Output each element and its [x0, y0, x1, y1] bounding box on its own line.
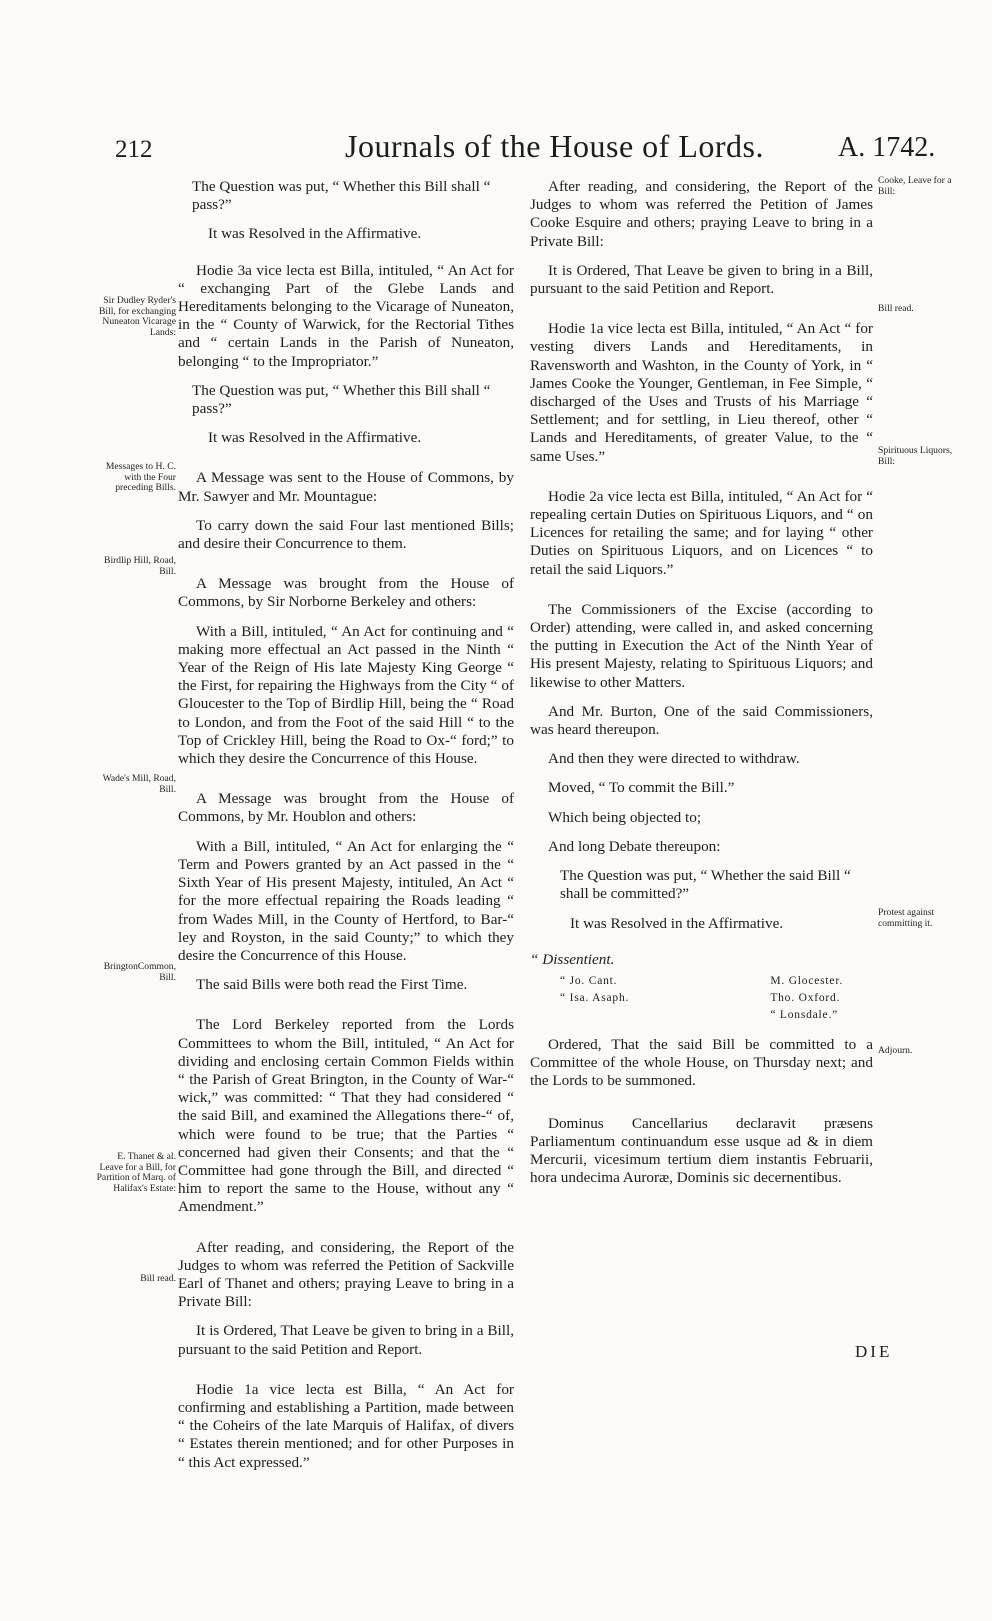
signatures-left: [560, 973, 629, 1024]
paragraph: Hodie 1a vice lecta est Billa, intituled, “ An Act “ for vesting divers Lands and Hereditaments, in Ravensworth and Washton, in the County of York, in “ James Cooke the Younger, Gentleman, in Fee Simple, “ discharged of the Uses and Trusts of his Marriage “ Settlement; and for settling, in Lieu thereof, other “ Lands and Hereditaments, of greater Value, to the “ same Uses.”: [530, 320, 873, 465]
paragraph: The Question was put, “ Whether the said Bill “ shall be committed?”: [560, 867, 851, 903]
paragraph: After reading, and considering, the Report of the Judges to whom was referred the Petition of Sackville Earl of Thanet and others; praying Leave to bring in a Private Bill:: [178, 1238, 514, 1311]
margin-note: Cooke, Leave for a Bill:: [878, 175, 952, 197]
signature: Tho. Oxford.: [770, 991, 841, 1004]
page-header: [0, 128, 992, 168]
paragraph: It was Resolved in the Affirmative.: [208, 429, 422, 447]
paragraph: Moved, “ To commit the Bill.”: [548, 779, 735, 797]
signature: “ Jo. Cant.: [560, 974, 618, 987]
margin-note: Spirituous Liquors, Bill:: [878, 445, 953, 467]
paragraph: Ordered, That the said Bill be committed to a Committee of the whole House, on Thursday next; and the Lords to be summoned.: [530, 1035, 873, 1090]
year-heading: A. 1742.: [838, 132, 936, 163]
paragraph: The Question was put, “ Whether this Bill shall “ pass?”: [192, 381, 491, 418]
margin-note: Protest against committing it.: [878, 907, 935, 929]
paragraph: With a Bill, intituled, “ An Act for continuing and “ making more effectual an Act passed in the Ninth “ Year of the Reign of His late Majesty King George “ the First, for repairing the Highways from the City “ of Gloucester to the Top of Birdlip Hill, being the “ Road to London, and from the Foot of the said Hill “ to the Top of Crickley Hill, being the Road to Ox-“ ford;” to which they desire the Concurrence of this House.: [178, 622, 514, 768]
catchword: DIE: [855, 1342, 893, 1361]
paragraph: It is Ordered, That Leave be given to bring in a Bill, pursuant to the said Petition and Report.: [178, 1322, 514, 1358]
paragraph: After reading, and considering, the Report of the Judges to whom was referred the Petition of James Cooke Esquire and others; praying Leave to bring in a Private Bill:: [530, 178, 873, 250]
margin-note: Sir Dudley Ryder's Bill, for exchanging Nuneaton Vicarage Lands:: [99, 295, 176, 338]
paragraph: The Lord Berkeley reported from the Lords Committees to whom the Bill, intituled, “ An Act for dividing and enclosing certain Common Fields within “ the Parish of Great Brington, in the County of War-“ wick,” was committed: “ That they had considered “ the said Bill, and examined the Allegations there-“ of, which were found to be true; that the Parties “ concerned had given their Consents; and that the “ Committee had gone through the Bill, and directed “ him to report the same to the House, without any “ Amendment.”: [178, 1016, 514, 1216]
margin-note: E. Thanet & al. Leave for a Bill, for Partition of Marq. of Halifax's Estate:: [96, 1151, 176, 1194]
paragraph: And Mr. Burton, One of the said Commissioners, was heard thereupon.: [530, 702, 873, 739]
paragraph: To carry down the said Four last mentioned Bills; and desire their Concurrence to them.: [178, 516, 514, 553]
paragraph: The Question was put, “ Whether this Bill shall “ pass?”: [192, 178, 491, 214]
left-column: [178, 178, 514, 1483]
paragraph: A Message was sent to the House of Commons, by Mr. Sawyer and Mr. Mountague:: [178, 469, 514, 505]
signature: “ Lonsdale.”: [770, 1008, 839, 1021]
paragraph: It was Resolved in the Affirmative.: [208, 225, 422, 243]
margin-note: BringtonCommon, Bill.: [103, 961, 176, 983]
margin-note: Bill read.: [878, 303, 914, 314]
signatures-right: [770, 973, 843, 1024]
paragraph: And long Debate thereupon:: [548, 837, 721, 855]
paragraph: Hodie 1a vice lecta est Billa, “ An Act for confirming and establishing a Partition, made between “ the Coheirs of the late Marquis of Halifax, of divers “ Estates therein mentioned; and for other Purposes in “ this Act expressed.”: [178, 1380, 514, 1471]
signature: “ Isa. Asaph.: [560, 991, 630, 1004]
margin-note: Bill read.: [140, 1273, 176, 1284]
page-number: 212: [115, 136, 153, 163]
paragraph: Dominus Cancellarius declaravit præsens Parliamentum continuandum esse usque ad & in diem Mercurii, vicesimum tertium diem instantis Februarii, hora undecima Auroræ, Dominis sic decernentibus.: [530, 1114, 873, 1187]
paragraph: And then they were directed to withdraw.: [548, 750, 800, 768]
paragraph: It was Resolved in the Affirmative.: [570, 914, 784, 932]
journal-title: Journals of the House of Lords.: [345, 128, 764, 164]
paragraph: It is Ordered, That Leave be given to bring in a Bill, pursuant to the said Petition and Report.: [530, 261, 873, 298]
signature: M. Glocester.: [770, 974, 843, 987]
margin-note: Messages to H. C. with the Four preceding Bills.: [105, 461, 176, 493]
margin-note: Birdlip Hill, Road, Bill.: [104, 555, 176, 577]
dissentient-heading: “ Dissentient.: [530, 950, 615, 968]
paragraph: Which being objected to;: [548, 808, 702, 826]
paragraph: The said Bills were both read the First Time.: [196, 976, 468, 994]
right-column: [530, 178, 873, 1198]
paragraph: A Message was brought from the House of Commons, by Sir Norborne Berkeley and others:: [178, 575, 514, 611]
paragraph: Hodie 3a vice lecta est Billa, intituled, “ An Act for “ exchanging Part of the Glebe Lands and Hereditaments belonging to the Vicarage of Nuneaton, in the “ County of Warwick, for the Rectorial Tithes and “ certain Lands in the Parish of Nuneaton, belonging “ to the Impropriator.”: [178, 261, 514, 370]
margin-note: Wade's Mill, Road, Bill.: [102, 773, 176, 795]
paragraph: Hodie 2a vice lecta est Billa, intituled, “ An Act for “ repealing certain Duties on Spirituous Liquors, and “ on Licences for retailing the same; and for laying “ other Duties on Spirituous Liquors, and on Licences “ to retail the said Liquors.”: [530, 487, 873, 578]
paragraph: A Message was brought from the House of Commons, by Mr. Houblon and others:: [178, 790, 514, 826]
paragraph: The Commissioners of the Excise (according to Order) attending, were called in, and asked concerning the putting in Execution the Act of the Ninth Year of His present Majesty, relating to Spirituous Liquors; and likewise to other Matters.: [530, 600, 873, 691]
margin-note: Adjourn.: [878, 1045, 913, 1056]
paragraph: With a Bill, intituled, “ An Act for enlarging the “ Term and Powers granted by an Act passed in the “ Sixth Year of His present Majesty, intituled, An Act “ for the more effectual repairing the Roads leading “ from Wades Mill, in the County of Hertford, to Bar-“ ley and Royston, in the said County;” to which they desire the Concurrence of this House.: [178, 837, 514, 964]
signatures: [530, 973, 873, 1024]
